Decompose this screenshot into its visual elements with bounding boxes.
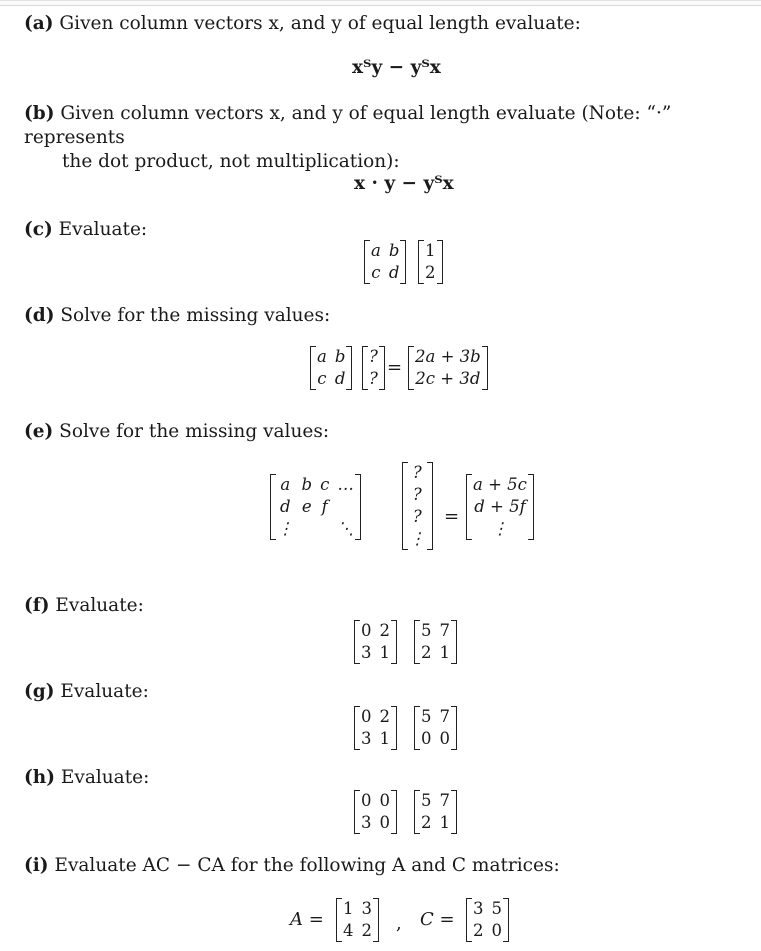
matrix-c-left	[364, 240, 406, 284]
bracket-left	[364, 240, 370, 284]
bracket-left	[310, 346, 316, 390]
matrix-cell: b	[334, 347, 346, 366]
matrix-e-left	[270, 474, 361, 540]
matrix-cell: …	[337, 475, 354, 494]
matrix-cell: 5	[421, 621, 432, 640]
comma-separator: ,	[396, 913, 402, 934]
matrix-g-right	[414, 706, 457, 750]
problem-h-label: (h)	[24, 767, 55, 788]
matrix-cell: ⋮	[277, 519, 294, 538]
matrix-cell: 7	[439, 621, 450, 640]
matrix-cell: 1	[343, 899, 354, 918]
bracket-right	[451, 790, 457, 834]
matrix-cell: f	[321, 497, 328, 516]
problem-b	[24, 102, 754, 174]
matrix-C	[466, 898, 509, 942]
bracket-right	[379, 346, 385, 390]
bracket-right	[391, 620, 397, 664]
matrix-cell: 0	[361, 791, 372, 810]
matrix-cell: c	[371, 263, 381, 282]
problem-f-text: Evaluate:	[55, 595, 144, 616]
bracket-left	[402, 462, 408, 550]
matrix-cell: d	[334, 369, 346, 388]
problem-b-text-line1: Given column vectors x, and y of equal length evaluate (Note: “·” represents	[24, 103, 672, 148]
matrix-d-unknown	[362, 346, 385, 390]
matrix-cell: 1	[379, 643, 390, 662]
matrix-cell: 7	[439, 791, 450, 810]
problem-f	[24, 594, 754, 618]
matrix-cell: 3	[361, 643, 372, 662]
matrix-cell	[298, 518, 317, 540]
matrix-cell: ?	[412, 507, 422, 526]
matrix-g-left	[354, 706, 397, 750]
matrix-cell: 3	[361, 899, 372, 918]
formula-a: xᵀy − yᵀx	[352, 57, 441, 78]
matrix-cell: d + 5f	[474, 497, 526, 516]
bracket-left	[414, 706, 420, 750]
label-C: C =	[420, 909, 455, 930]
problem-d-text: Solve for the missing values:	[60, 305, 331, 326]
matrix-cell: b	[301, 475, 313, 494]
bracket-left	[414, 790, 420, 834]
problem-a-label: (a)	[24, 13, 54, 34]
bracket-right	[451, 706, 457, 750]
bracket-right	[400, 240, 406, 284]
matrix-f-right	[414, 620, 457, 664]
bracket-right	[503, 898, 509, 942]
matrix-cell: ?	[412, 485, 422, 504]
problem-b-label: (b)	[24, 103, 55, 124]
matrix-cell: 0	[379, 791, 390, 810]
bracket-right	[373, 898, 379, 942]
matrix-cell: ?	[369, 369, 378, 388]
matrix-cell: 2	[361, 921, 372, 940]
matrix-A	[336, 898, 379, 942]
matrix-cell: 5	[421, 707, 432, 726]
bracket-left	[354, 790, 360, 834]
matrix-h-right	[414, 790, 457, 834]
problem-f-label: (f)	[24, 595, 50, 616]
matrix-cell: 5	[491, 899, 502, 918]
matrix-cell: ?	[369, 347, 378, 366]
matrix-cell: 3	[361, 729, 372, 748]
matrix-cell: 2	[421, 813, 432, 832]
bracket-left	[466, 474, 472, 540]
problem-e	[24, 420, 754, 444]
matrix-f-left	[354, 620, 397, 664]
label-A: A =	[290, 909, 324, 930]
matrix-e-result	[466, 474, 534, 540]
bracket-left	[408, 346, 414, 390]
matrix-cell: 0	[439, 729, 450, 748]
matrix-cell: 7	[439, 707, 450, 726]
matrix-cell: 0	[421, 729, 432, 748]
matrix-cell: 1	[425, 241, 436, 260]
matrix-cell: 2	[379, 707, 390, 726]
matrix-cell: ?	[412, 463, 422, 482]
matrix-cell: b	[388, 241, 400, 260]
matrix-cell: 3	[473, 899, 484, 918]
bracket-right	[391, 790, 397, 834]
page-top-rule	[0, 0, 761, 6]
matrix-cell: ⋮	[491, 519, 509, 538]
matrix-cell: 2c + 3d	[415, 369, 481, 388]
matrix-cell: 0	[361, 621, 372, 640]
bracket-right	[451, 620, 457, 664]
matrix-cell: 0	[491, 921, 502, 940]
problem-i-label: (i)	[24, 855, 49, 876]
matrix-d-result	[408, 346, 488, 390]
matrix-cell: 1	[439, 813, 450, 832]
matrix-cell: c	[320, 475, 330, 494]
problem-d	[24, 304, 754, 328]
matrix-cell: a + 5c	[473, 475, 527, 494]
bracket-right	[437, 240, 443, 284]
matrix-e-unknown	[402, 462, 433, 550]
matrix-cell: 2	[421, 643, 432, 662]
problem-e-text: Solve for the missing values:	[59, 421, 330, 442]
matrix-cell: d	[388, 263, 400, 282]
matrix-cell: 5	[421, 791, 432, 810]
bracket-left	[418, 240, 424, 284]
matrix-cell: ⋮	[409, 529, 426, 548]
problem-g-text: Evaluate:	[60, 681, 149, 702]
bracket-left	[354, 706, 360, 750]
bracket-left	[270, 474, 276, 540]
bracket-right	[391, 706, 397, 750]
matrix-cell: 2	[473, 921, 484, 940]
problem-i	[24, 854, 754, 878]
problem-i-text: Evaluate AC − CA for the following A and C matrices:	[54, 855, 560, 876]
problem-a-text: Given column vectors x, and y of equal length evaluate:	[59, 13, 581, 34]
matrix-cell: 0	[379, 813, 390, 832]
matrix-cell: 2	[379, 621, 390, 640]
bracket-left	[414, 620, 420, 664]
problem-g	[24, 680, 754, 704]
matrix-cell: c	[317, 369, 327, 388]
matrix-cell: 4	[343, 921, 354, 940]
problem-g-label: (g)	[24, 681, 55, 702]
problem-c	[24, 218, 754, 242]
bracket-right	[528, 474, 534, 540]
problem-h	[24, 766, 754, 790]
equals-sign-e: =	[444, 506, 460, 527]
matrix-cell	[316, 518, 333, 540]
bracket-right	[482, 346, 488, 390]
bracket-left	[466, 898, 472, 942]
equals-sign-d: =	[387, 357, 403, 378]
matrix-h-left	[354, 790, 397, 834]
bracket-left	[336, 898, 342, 942]
matrix-c-right	[418, 240, 443, 284]
matrix-d-left	[310, 346, 352, 390]
matrix-cell: e	[301, 497, 312, 516]
bracket-right	[346, 346, 352, 390]
matrix-cell: 0	[361, 707, 372, 726]
matrix-cell: 2	[425, 263, 436, 282]
problem-h-text: Evaluate:	[60, 767, 150, 788]
problem-c-label: (c)	[24, 219, 53, 240]
bracket-left	[354, 620, 360, 664]
problem-c-text: Evaluate:	[58, 219, 148, 240]
matrix-cell: 1	[439, 643, 450, 662]
matrix-cell: d	[279, 497, 291, 516]
bracket-left	[362, 346, 368, 390]
problem-e-label: (e)	[24, 421, 54, 442]
problem-a	[24, 12, 754, 36]
matrix-cell: a	[371, 241, 381, 260]
problem-b-text-line2: the dot product, not multiplication):	[62, 151, 400, 172]
bracket-right	[355, 474, 361, 540]
matrix-cell: 3	[361, 813, 372, 832]
matrix-cell: a	[280, 475, 291, 494]
matrix-cell: a	[317, 347, 327, 366]
problem-d-label: (d)	[24, 305, 55, 326]
formula-b: x · y − yᵀx	[354, 173, 454, 194]
bracket-right	[427, 462, 433, 550]
matrix-cell: ⋱	[337, 519, 354, 538]
matrix-cell: 1	[379, 729, 390, 748]
matrix-cell: 2a + 3b	[415, 347, 481, 366]
